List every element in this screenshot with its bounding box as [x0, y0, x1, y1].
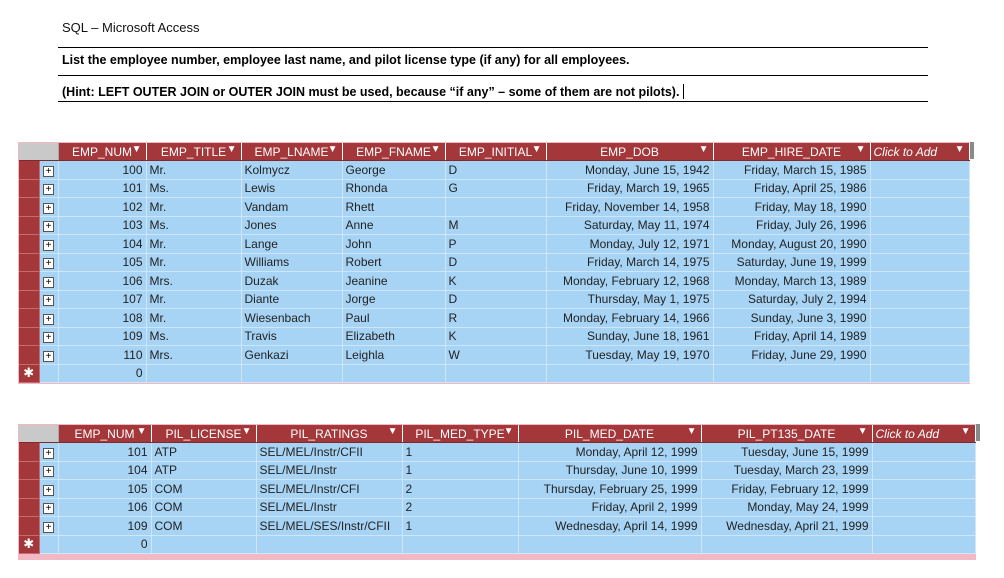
dropdown-arrow-icon[interactable]: ▼ [686, 426, 697, 437]
column-header[interactable] [146, 143, 241, 161]
table-cell[interactable]: Genkazi [241, 346, 342, 365]
table-cell[interactable]: Tuesday, March 23, 1999 [701, 461, 872, 480]
table-row[interactable] [19, 290, 969, 309]
table-cell[interactable]: Vandam [241, 198, 342, 217]
click-to-add-cell[interactable] [870, 364, 969, 383]
column-header[interactable] [701, 425, 872, 443]
table-cell[interactable]: Saturday, July 2, 1994 [713, 290, 870, 309]
table-cell[interactable]: 2 [402, 498, 518, 517]
hint-text: (Hint: LEFT OUTER JOIN or OUTER JOIN must be used, because “if any” – some of them are not pilots). [62, 84, 684, 99]
table-row[interactable] [19, 179, 969, 198]
click-to-add-cell[interactable] [870, 272, 969, 291]
table-cell[interactable]: Jones [241, 216, 342, 235]
expand-cell [39, 364, 58, 383]
expand-cell[interactable] [39, 253, 58, 272]
table-cell[interactable]: Mr. [146, 161, 241, 180]
click-to-add-cell[interactable] [872, 461, 975, 480]
table-cell[interactable]: Monday, August 20, 1990 [713, 235, 870, 254]
table-cell[interactable]: Mrs. [146, 272, 241, 291]
table-cell[interactable]: 0 [58, 535, 151, 554]
table-cell[interactable]: Leighla [342, 346, 445, 365]
table-cell[interactable]: W [445, 346, 546, 365]
table-row[interactable] [19, 272, 969, 291]
document-title: SQL – Microsoft Access [62, 20, 200, 35]
dropdown-arrow-icon[interactable]: ▼ [960, 426, 971, 437]
table-cell[interactable] [402, 535, 518, 554]
employee-datasheet [19, 143, 970, 383]
dropdown-arrow-icon[interactable]: ▼ [226, 144, 237, 155]
select-all-corner[interactable] [19, 143, 58, 161]
record-selector[interactable] [19, 498, 39, 517]
expand-cell[interactable] [39, 480, 58, 499]
record-selector[interactable] [19, 179, 39, 198]
column-header[interactable] [58, 425, 151, 443]
table-row[interactable] [19, 216, 969, 235]
table-cell[interactable]: Diante [241, 290, 342, 309]
table-cell[interactable]: Tuesday, June 15, 1999 [701, 443, 872, 462]
expand-cell[interactable] [39, 198, 58, 217]
dropdown-arrow-icon[interactable]: ▼ [855, 144, 866, 155]
table-cell[interactable]: Lewis [241, 179, 342, 198]
table-cell[interactable]: Elizabeth [342, 327, 445, 346]
table-cell[interactable] [713, 364, 870, 383]
table-cell[interactable]: 0 [58, 364, 146, 383]
expand-cell[interactable] [39, 161, 58, 180]
plus-expand-icon[interactable]: + [43, 466, 54, 477]
pilot-datasheet [19, 425, 976, 554]
plus-expand-icon[interactable]: + [43, 332, 54, 343]
table-cell[interactable]: Friday, March 14, 1975 [546, 253, 713, 272]
column-header-label: EMP_LNAME [254, 144, 329, 159]
table-cell[interactable]: 109 [58, 327, 146, 346]
expand-cell[interactable] [39, 517, 58, 536]
table-cell[interactable] [445, 364, 546, 383]
column-header-label: EMP_DOB [600, 144, 659, 159]
question-text: List the employee number, employee last name, and pilot license type (if any) for all employees. [62, 53, 630, 67]
table-cell[interactable] [342, 364, 445, 383]
table-cell[interactable]: Paul [342, 309, 445, 328]
click-to-add-cell[interactable] [872, 498, 975, 517]
table-cell[interactable]: G [445, 179, 546, 198]
plus-expand-icon[interactable]: + [43, 351, 54, 362]
table-cell[interactable]: 106 [58, 498, 151, 517]
new-record-row[interactable] [19, 535, 975, 554]
dropdown-arrow-icon[interactable]: ▼ [136, 426, 147, 437]
table-cell[interactable]: Monday, April 12, 1999 [518, 443, 701, 462]
table-cell[interactable]: Wiesenbach [241, 309, 342, 328]
table-cell[interactable]: Thursday, June 10, 1999 [518, 461, 701, 480]
table-cell[interactable] [445, 198, 546, 217]
record-selector[interactable] [19, 216, 39, 235]
header-edge [976, 424, 980, 441]
table-cell[interactable]: 1 [402, 461, 518, 480]
plus-expand-icon[interactable]: + [43, 522, 54, 533]
table-cell[interactable]: D [445, 290, 546, 309]
column-header-label: EMP_NUM [71, 144, 132, 159]
table-cell[interactable]: Monday, May 24, 1999 [701, 498, 872, 517]
table-cell[interactable]: 1 [402, 517, 518, 536]
table-cell[interactable]: Williams [241, 253, 342, 272]
dropdown-arrow-icon[interactable]: ▼ [430, 144, 441, 155]
table-cell[interactable]: COM [151, 517, 256, 536]
table-cell[interactable] [701, 535, 872, 554]
click-to-add-cell[interactable] [870, 216, 969, 235]
table-cell[interactable]: 109 [58, 517, 151, 536]
table-cell[interactable]: 107 [58, 290, 146, 309]
click-to-add-cell[interactable] [870, 290, 969, 309]
table-cell[interactable]: SEL/MEL/SES/Instr/CFII [256, 517, 402, 536]
click-to-add-cell[interactable] [872, 517, 975, 536]
table-cell[interactable]: Tuesday, May 19, 1970 [546, 346, 713, 365]
record-selector[interactable] [19, 346, 39, 365]
column-header-label: EMP_NUM [74, 426, 135, 441]
table-cell[interactable]: Mr. [146, 235, 241, 254]
table-cell[interactable] [241, 364, 342, 383]
table-cell[interactable]: Mr. [146, 309, 241, 328]
table-cell[interactable]: 104 [58, 461, 151, 480]
table-row[interactable] [19, 498, 975, 517]
click-to-add-header[interactable] [872, 425, 975, 443]
expand-cell [39, 535, 58, 554]
table-cell[interactable]: Ms. [146, 216, 241, 235]
dropdown-arrow-icon[interactable]: ▼ [857, 426, 868, 437]
column-header-label: PIL_MED_TYPE [415, 426, 505, 441]
table-cell[interactable]: Sunday, June 3, 1990 [713, 309, 870, 328]
column-header[interactable] [713, 143, 870, 161]
table-cell[interactable]: 110 [58, 346, 146, 365]
table-row[interactable] [19, 198, 969, 217]
table-cell[interactable]: P [445, 235, 546, 254]
plus-expand-icon[interactable]: + [43, 277, 54, 288]
table-row[interactable] [19, 443, 975, 462]
column-header[interactable] [546, 143, 713, 161]
record-selector[interactable] [19, 480, 39, 499]
table-cell[interactable] [256, 535, 402, 554]
record-selector[interactable] [19, 535, 39, 554]
click-to-add-cell[interactable] [870, 198, 969, 217]
column-header-label: PIL_LICENSE [165, 426, 242, 441]
table-row[interactable] [19, 517, 975, 536]
column-header[interactable] [518, 425, 701, 443]
dropdown-arrow-icon[interactable]: ▼ [698, 144, 709, 155]
dropdown-arrow-icon[interactable]: ▼ [503, 426, 514, 437]
plus-expand-icon[interactable]: + [43, 203, 54, 214]
column-header-label: EMP_HIRE_DATE [741, 144, 842, 159]
dropdown-arrow-icon[interactable]: ▼ [531, 144, 542, 155]
table-cell[interactable]: Friday, June 29, 1990 [713, 346, 870, 365]
table-cell[interactable]: Ms. [146, 179, 241, 198]
table-row[interactable] [19, 161, 969, 180]
record-selector[interactable] [19, 161, 39, 180]
column-header[interactable] [445, 143, 546, 161]
table-cell[interactable]: Ms. [146, 327, 241, 346]
click-to-add-cell[interactable] [872, 480, 975, 499]
plus-expand-icon[interactable]: + [43, 503, 54, 514]
expand-cell[interactable] [39, 309, 58, 328]
table-cell[interactable]: Wednesday, April 21, 1999 [701, 517, 872, 536]
table-cell[interactable]: COM [151, 498, 256, 517]
column-header-label: EMP_INITIAL [458, 144, 533, 159]
expand-cell[interactable] [39, 461, 58, 480]
table-cell[interactable]: ATP [151, 461, 256, 480]
table-cell[interactable] [546, 364, 713, 383]
dropdown-arrow-icon[interactable]: ▼ [131, 144, 142, 155]
table-row[interactable] [19, 235, 969, 254]
table-cell[interactable]: Monday, June 15, 1942 [546, 161, 713, 180]
table-cell[interactable]: Travis [241, 327, 342, 346]
table-cell[interactable]: Lange [241, 235, 342, 254]
table-row[interactable] [19, 327, 969, 346]
expand-cell[interactable] [39, 216, 58, 235]
table-cell[interactable] [518, 535, 701, 554]
column-header-label: PIL_MED_DATE [564, 426, 655, 441]
table-cell[interactable]: 105 [58, 480, 151, 499]
table-cell[interactable]: 101 [58, 179, 146, 198]
click-to-add-cell[interactable] [870, 161, 969, 180]
click-to-add-cell[interactable] [870, 346, 969, 365]
table-cell[interactable]: Friday, July 26, 1996 [713, 216, 870, 235]
dropdown-arrow-icon[interactable]: ▼ [387, 426, 398, 437]
column-header[interactable] [241, 143, 342, 161]
table-cell[interactable]: Friday, April 25, 1986 [713, 179, 870, 198]
plus-expand-icon[interactable]: + [43, 166, 54, 177]
table-cell[interactable]: Friday, May 18, 1990 [713, 198, 870, 217]
record-selector[interactable] [19, 198, 39, 217]
table-row[interactable] [19, 253, 969, 272]
column-header-label: PIL_RATINGS [290, 426, 368, 441]
record-selector[interactable] [19, 235, 39, 254]
column-header[interactable] [342, 143, 445, 161]
click-to-add-cell[interactable] [870, 235, 969, 254]
plus-expand-icon[interactable]: + [43, 485, 54, 496]
table-cell[interactable]: 102 [58, 198, 146, 217]
table-cell[interactable]: ATP [151, 443, 256, 462]
record-selector[interactable] [19, 443, 39, 462]
table-cell[interactable]: D [445, 253, 546, 272]
divider [58, 75, 928, 76]
plus-expand-icon[interactable]: + [43, 221, 54, 232]
record-selector[interactable] [19, 364, 39, 383]
plus-expand-icon[interactable]: + [43, 295, 54, 306]
table-cell[interactable]: Monday, February 14, 1966 [546, 309, 713, 328]
column-header-label: EMP_TITLE [160, 144, 227, 159]
expand-cell[interactable] [39, 443, 58, 462]
expand-cell[interactable] [39, 179, 58, 198]
record-selector[interactable] [19, 517, 39, 536]
table-cell[interactable]: Friday, April 14, 1989 [713, 327, 870, 346]
table-cell[interactable]: Mr. [146, 253, 241, 272]
text-caret [683, 84, 684, 99]
new-record-row[interactable] [19, 364, 969, 383]
table-cell[interactable]: Friday, November 14, 1958 [546, 198, 713, 217]
expand-cell[interactable] [39, 272, 58, 291]
record-selector[interactable] [19, 253, 39, 272]
table-cell[interactable]: Monday, July 12, 1971 [546, 235, 713, 254]
column-header[interactable] [151, 425, 256, 443]
table-cell[interactable]: 104 [58, 235, 146, 254]
expand-cell[interactable] [39, 290, 58, 309]
table-cell[interactable]: Friday, March 15, 1985 [713, 161, 870, 180]
plus-expand-icon[interactable]: + [43, 258, 54, 269]
click-to-add-cell[interactable] [872, 443, 975, 462]
header-edge [970, 142, 974, 159]
asterisk-new-record-icon: ✱ [23, 536, 35, 552]
record-selector[interactable] [19, 272, 39, 291]
click-to-add-cell[interactable] [870, 179, 969, 198]
table-cell[interactable]: SEL/MEL/Instr/CFI [256, 480, 402, 499]
record-selector[interactable] [19, 327, 39, 346]
click-to-add-cell[interactable] [870, 309, 969, 328]
table-cell[interactable]: K [445, 327, 546, 346]
plus-expand-icon[interactable]: + [43, 240, 54, 251]
table-cell[interactable]: Friday, February 12, 1999 [701, 480, 872, 499]
record-selector[interactable] [19, 461, 39, 480]
table-cell[interactable]: Saturday, May 11, 1974 [546, 216, 713, 235]
table-row[interactable] [19, 309, 969, 328]
plus-expand-icon[interactable]: + [43, 314, 54, 325]
click-to-add-header[interactable] [870, 143, 969, 161]
expand-cell[interactable] [39, 327, 58, 346]
divider [58, 47, 928, 48]
column-header-label: PIL_PT135_DATE [737, 426, 836, 441]
table-cell[interactable]: R [445, 309, 546, 328]
table-cell[interactable]: Mr. [146, 290, 241, 309]
table-cell[interactable]: Saturday, June 19, 1999 [713, 253, 870, 272]
table-cell[interactable]: Friday, March 19, 1965 [546, 179, 713, 198]
click-to-add-cell[interactable] [870, 327, 969, 346]
table-cell[interactable]: D [445, 161, 546, 180]
table-cell[interactable]: 2 [402, 480, 518, 499]
table-cell[interactable]: George [342, 161, 445, 180]
column-header[interactable] [256, 425, 402, 443]
table-cell[interactable]: Duzak [241, 272, 342, 291]
table-cell[interactable] [151, 535, 256, 554]
expand-cell[interactable] [39, 346, 58, 365]
table-cell[interactable]: Robert [342, 253, 445, 272]
table-cell[interactable]: K [445, 272, 546, 291]
table-cell[interactable]: Kolmycz [241, 161, 342, 180]
expand-cell[interactable] [39, 235, 58, 254]
table-cell[interactable]: Thursday, May 1, 1975 [546, 290, 713, 309]
dropdown-arrow-icon[interactable]: ▼ [954, 144, 965, 155]
table-cell[interactable]: 103 [58, 216, 146, 235]
table-cell[interactable]: SEL/MEL/Instr/CFII [256, 443, 402, 462]
table-cell[interactable]: Mr. [146, 198, 241, 217]
plus-expand-icon[interactable]: + [43, 184, 54, 195]
table-cell[interactable]: Sunday, June 18, 1961 [546, 327, 713, 346]
table-cell[interactable]: 105 [58, 253, 146, 272]
table-cell[interactable]: Monday, February 12, 1968 [546, 272, 713, 291]
table-cell[interactable]: John [342, 235, 445, 254]
table-cell[interactable]: Friday, April 2, 1999 [518, 498, 701, 517]
expand-cell[interactable] [39, 498, 58, 517]
record-selector[interactable] [19, 309, 39, 328]
table-cell[interactable]: Wednesday, April 14, 1999 [518, 517, 701, 536]
table-cell[interactable]: Rhonda [342, 179, 445, 198]
table-cell[interactable]: 1 [402, 443, 518, 462]
table-cell[interactable]: M [445, 216, 546, 235]
table-cell[interactable]: Rhett [342, 198, 445, 217]
divider [58, 101, 928, 102]
column-header-label: Click to Add [875, 426, 940, 441]
column-header[interactable] [402, 425, 518, 443]
table-cell[interactable]: Monday, March 13, 1989 [713, 272, 870, 291]
dropdown-arrow-icon[interactable]: ▼ [327, 144, 338, 155]
table-cell[interactable]: Jeanine [342, 272, 445, 291]
table-cell[interactable]: Jorge [342, 290, 445, 309]
plus-expand-icon[interactable]: + [43, 448, 54, 459]
click-to-add-cell[interactable] [870, 253, 969, 272]
table-cell[interactable] [146, 364, 241, 383]
table-row[interactable] [19, 461, 975, 480]
record-selector[interactable] [19, 290, 39, 309]
table-cell[interactable]: Anne [342, 216, 445, 235]
table-cell[interactable]: Mrs. [146, 346, 241, 365]
table-cell[interactable]: 108 [58, 309, 146, 328]
asterisk-new-record-icon: ✱ [23, 365, 35, 381]
dropdown-arrow-icon[interactable]: ▼ [241, 426, 252, 437]
table-cell[interactable]: 101 [58, 443, 151, 462]
column-header-label: Click to Add [873, 144, 938, 159]
table-cell[interactable]: 106 [58, 272, 146, 291]
table-cell[interactable]: SEL/MEL/Instr [256, 498, 402, 517]
table-row[interactable] [19, 480, 975, 499]
table-row[interactable] [19, 346, 969, 365]
table-cell[interactable]: 100 [58, 161, 146, 180]
column-header[interactable] [58, 143, 146, 161]
table-cell[interactable]: COM [151, 480, 256, 499]
click-to-add-cell[interactable] [872, 535, 975, 554]
table-cell[interactable]: SEL/MEL/Instr [256, 461, 402, 480]
table-cell[interactable]: Thursday, February 25, 1999 [518, 480, 701, 499]
select-all-corner[interactable] [19, 425, 58, 443]
column-header-label: EMP_FNAME [356, 144, 431, 159]
